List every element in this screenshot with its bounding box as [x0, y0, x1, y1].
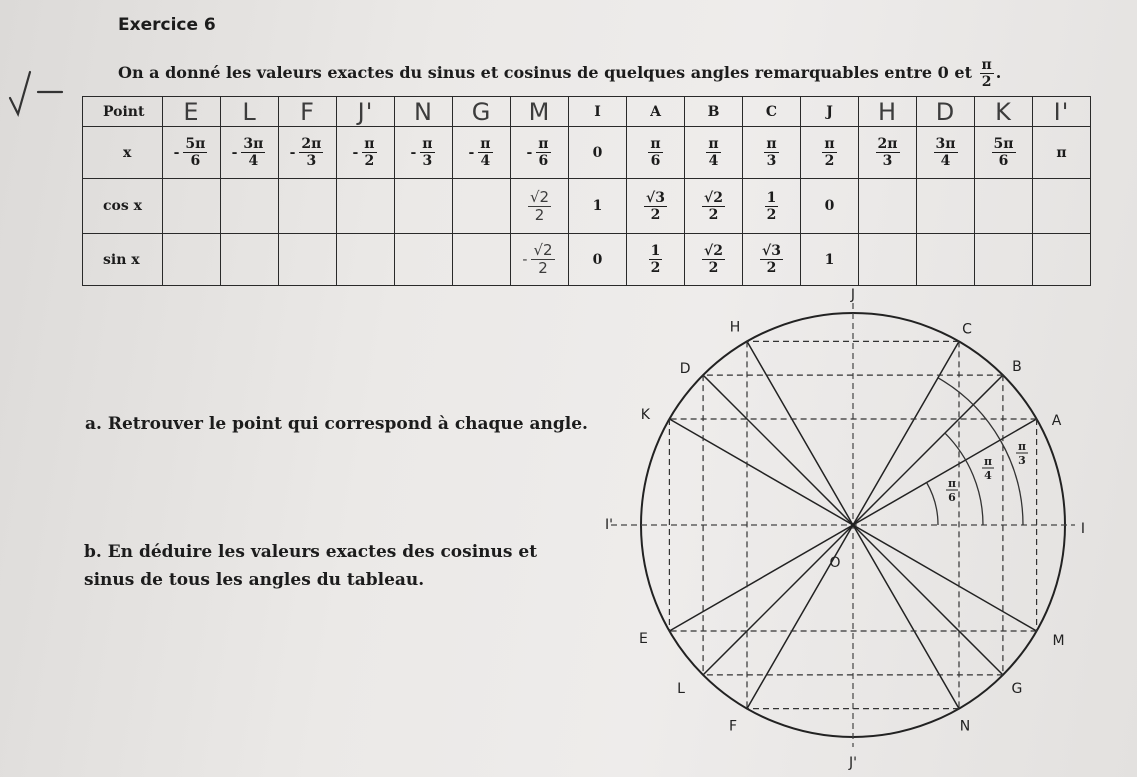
value-text: 0	[824, 198, 835, 214]
minus-sign: -	[231, 144, 238, 161]
circle-point-e: E	[638, 631, 648, 647]
fraction-numerator: 2π	[301, 136, 322, 152]
fraction-denominator: 6	[190, 153, 201, 169]
point-label: G	[471, 97, 492, 126]
fraction-numerator: √3	[646, 189, 665, 206]
question-a: a. Retrouver le point qui correspond à chaque angle.	[85, 414, 588, 434]
point-label: K	[995, 97, 1012, 126]
fraction-denominator: 2	[534, 205, 545, 224]
circle-point-l: L	[677, 680, 685, 697]
row-label-cos: cos x	[83, 179, 163, 234]
intro-end: .	[995, 63, 1002, 82]
fraction-denominator: 6	[538, 153, 549, 169]
fraction-denominator: 3	[766, 153, 777, 169]
angle-label-pi3-num: π	[1017, 440, 1027, 453]
point-label: J'	[357, 97, 374, 126]
minus-sign: -	[352, 144, 359, 161]
circle-point-j-prime: J'	[849, 755, 857, 771]
circle-point-o: O	[829, 555, 841, 571]
fraction-denominator: 2	[364, 153, 375, 169]
fraction-numerator: π	[766, 136, 777, 152]
value-text: 1	[824, 251, 835, 268]
circle-point-c: C	[962, 321, 972, 338]
minus-sign: -	[410, 144, 417, 161]
fraction-numerator: 3π	[935, 136, 956, 152]
point-label: H	[877, 97, 898, 126]
circle-point-j: J	[850, 287, 856, 303]
angle-label-pi4-num: π	[983, 455, 993, 468]
fraction-denominator: 4	[708, 153, 719, 169]
fraction-denominator: 2	[824, 153, 835, 169]
fraction-denominator: 3	[882, 153, 893, 169]
point-label: B	[707, 103, 720, 120]
angle-label-pi4-den: 4	[984, 469, 992, 482]
circle-point-i-prime: I'	[605, 517, 613, 533]
minus-sign: -	[173, 144, 180, 161]
fraction-numerator: π	[364, 136, 375, 152]
fraction-numerator: √2	[704, 189, 723, 206]
circle-point-h: H	[729, 319, 741, 336]
fraction-numerator: π	[650, 136, 661, 152]
angle-label-pi6-num: π	[947, 477, 957, 490]
fraction-denominator: 2	[766, 206, 777, 223]
fraction-numerator: π	[480, 136, 491, 152]
fraction-numerator: π	[422, 136, 433, 152]
fraction-numerator: √2	[533, 241, 553, 259]
value-text: 1	[592, 198, 603, 214]
circle-point-n: N	[959, 718, 971, 735]
intro-frac-den: 2	[981, 74, 992, 90]
point-label: D	[935, 97, 956, 126]
fraction-numerator: π	[824, 136, 835, 152]
fraction-numerator: √3	[762, 243, 781, 259]
angle-arc	[927, 483, 938, 526]
fraction-numerator: √2	[704, 243, 723, 259]
circle-point-i: I	[1080, 521, 1086, 537]
point-label: E	[183, 97, 200, 126]
fraction-denominator: 4	[248, 153, 259, 169]
intro-frac-num: π	[981, 57, 992, 73]
fraction-numerator: 3π	[243, 136, 264, 152]
angle-label-pi3-den: 3	[1018, 454, 1026, 467]
question-b-line2: sinus de tous les angles du tableau.	[84, 570, 425, 590]
circle-point-g: G	[1011, 680, 1023, 697]
fraction-numerator: 1	[650, 243, 661, 259]
fraction-numerator: π	[538, 136, 549, 152]
circle-point-d: D	[679, 361, 691, 378]
fraction-denominator: 4	[480, 153, 491, 169]
intro-text: On a donné les valeurs exactes du sinus et cosinus de quelques angles remarquables entre 0 et	[118, 63, 972, 82]
point-label: J	[826, 103, 833, 120]
minus-sign: -	[289, 144, 296, 161]
point-label: I	[594, 103, 601, 120]
fraction-denominator: 6	[998, 153, 1009, 169]
fraction-denominator: 2	[650, 206, 661, 223]
fraction-denominator: 6	[650, 153, 661, 169]
fraction-denominator: 2	[650, 260, 661, 276]
circle-point-f: F	[728, 718, 738, 735]
point-label: N	[414, 97, 433, 126]
circle-point-b: B	[1012, 359, 1022, 376]
point-label: A	[650, 103, 661, 120]
row-label-x: x	[83, 127, 163, 179]
fraction-numerator: √2	[529, 187, 550, 206]
fraction-numerator: 2π	[877, 136, 898, 152]
value-text: 0	[592, 144, 603, 161]
value-text: 0	[592, 251, 603, 268]
angle-label-pi6-den: 6	[948, 491, 956, 504]
fraction-denominator: 2	[708, 260, 719, 276]
point-label: F	[300, 97, 315, 126]
minus-sign: -	[468, 144, 475, 161]
fraction-denominator: 2	[538, 259, 548, 277]
exercise-title: Exercice 6	[118, 15, 216, 35]
value-text: π	[1056, 144, 1067, 161]
row-label-sin: sin x	[83, 234, 163, 286]
point-label: C	[765, 103, 778, 120]
fraction-denominator: 3	[306, 153, 317, 169]
fraction-denominator: 2	[766, 260, 777, 276]
minus-sign: -	[526, 144, 533, 161]
point-label: M	[528, 97, 551, 126]
fraction-denominator: 3	[422, 153, 433, 169]
fraction-numerator: 1	[766, 189, 777, 206]
row-label-point: Point	[83, 97, 163, 127]
fraction-numerator: 5π	[993, 136, 1014, 152]
circle-point-a: A	[1051, 413, 1062, 429]
fraction-numerator: 5π	[185, 136, 206, 152]
circle-point-m: M	[1052, 633, 1065, 649]
fraction-denominator: 2	[708, 206, 719, 223]
point-label: I'	[1053, 97, 1070, 126]
fraction-numerator: π	[708, 136, 719, 152]
minus-sign: -	[522, 252, 528, 268]
circle-point-k: K	[640, 407, 650, 423]
fraction-denominator: 4	[940, 153, 951, 169]
point-label: L	[242, 97, 257, 126]
question-b-line1: b. En déduire les valeurs exactes des cosinus et	[84, 542, 538, 562]
